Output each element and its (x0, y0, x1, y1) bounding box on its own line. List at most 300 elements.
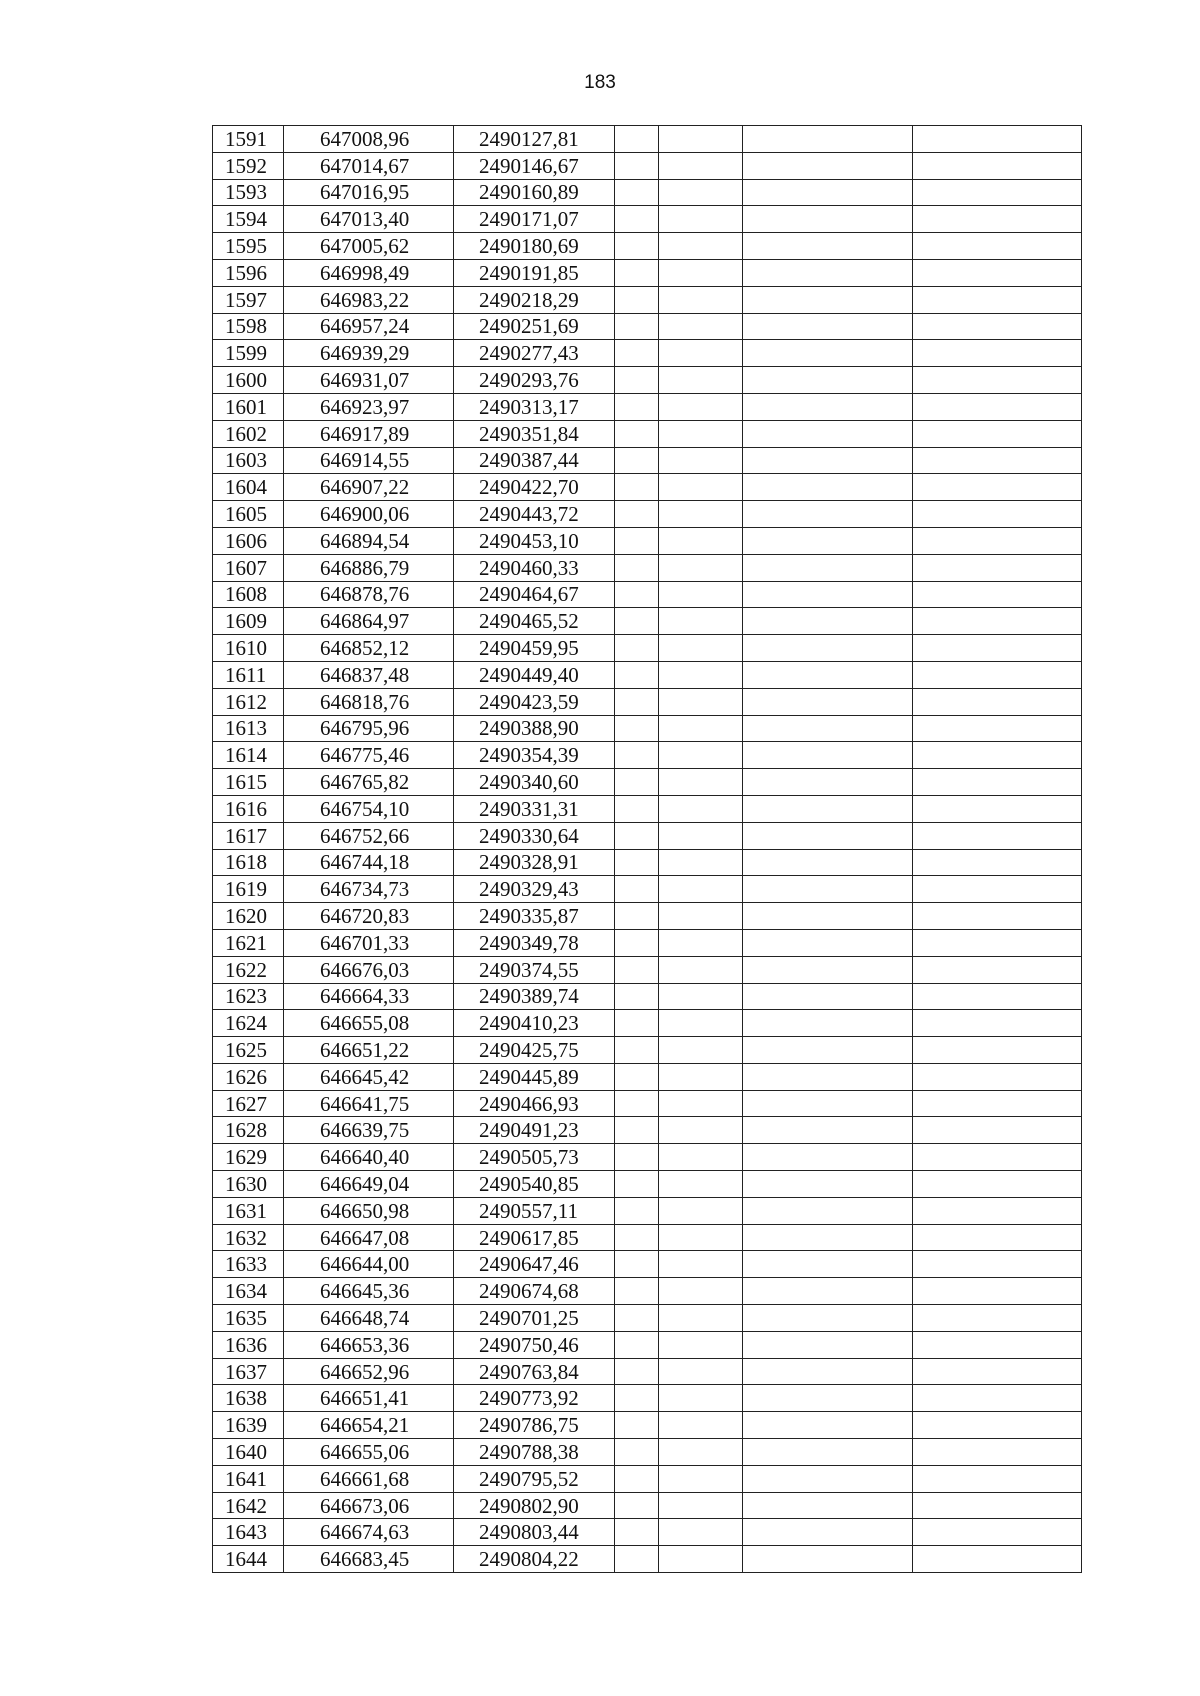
y-coordinate-cell: 2490422,70 (454, 474, 615, 501)
point-number-cell: 1641 (213, 1465, 284, 1492)
empty-cell (615, 822, 659, 849)
empty-cell (743, 1063, 913, 1090)
x-coordinate-cell: 647014,67 (284, 152, 454, 179)
y-coordinate-cell: 2490351,84 (454, 420, 615, 447)
empty-cell (659, 688, 743, 715)
table-row (213, 849, 1082, 876)
empty-cell (615, 1171, 659, 1198)
empty-cell (659, 876, 743, 903)
empty-cell (913, 608, 1082, 635)
empty-cell (913, 822, 1082, 849)
x-coordinate-cell: 646639,75 (284, 1117, 454, 1144)
empty-cell (743, 1439, 913, 1466)
y-coordinate-cell: 2490410,23 (454, 1010, 615, 1037)
empty-cell (659, 1519, 743, 1546)
table-row (213, 313, 1082, 340)
empty-cell (615, 286, 659, 313)
table-row (213, 688, 1082, 715)
table-row (213, 1546, 1082, 1573)
empty-cell (659, 1224, 743, 1251)
empty-cell (743, 259, 913, 286)
table-row (213, 527, 1082, 554)
empty-cell (913, 635, 1082, 662)
empty-cell (913, 259, 1082, 286)
point-number-cell: 1613 (213, 715, 284, 742)
point-number-cell: 1642 (213, 1492, 284, 1519)
empty-cell (659, 393, 743, 420)
empty-cell (615, 554, 659, 581)
empty-cell (615, 313, 659, 340)
empty-cell (743, 876, 913, 903)
empty-cell (659, 152, 743, 179)
empty-cell (743, 929, 913, 956)
empty-cell (743, 608, 913, 635)
y-coordinate-cell: 2490465,52 (454, 608, 615, 635)
x-coordinate-cell: 646914,55 (284, 447, 454, 474)
table-row (213, 929, 1082, 956)
point-number-cell: 1637 (213, 1358, 284, 1385)
y-coordinate-cell: 2490460,33 (454, 554, 615, 581)
empty-cell (913, 554, 1082, 581)
empty-cell (913, 393, 1082, 420)
x-coordinate-cell: 646652,96 (284, 1358, 454, 1385)
empty-cell (615, 1278, 659, 1305)
empty-cell (659, 1305, 743, 1332)
empty-cell (615, 1251, 659, 1278)
empty-cell (743, 1171, 913, 1198)
x-coordinate-cell: 646651,22 (284, 1037, 454, 1064)
empty-cell (659, 313, 743, 340)
x-coordinate-cell: 646653,36 (284, 1331, 454, 1358)
table-row (213, 661, 1082, 688)
empty-cell (615, 1439, 659, 1466)
table-row (213, 1331, 1082, 1358)
point-number-cell: 1614 (213, 742, 284, 769)
empty-cell (615, 795, 659, 822)
empty-cell (913, 742, 1082, 769)
empty-cell (615, 1037, 659, 1064)
empty-cell (743, 742, 913, 769)
empty-cell (743, 1465, 913, 1492)
y-coordinate-cell: 2490349,78 (454, 929, 615, 956)
empty-cell (659, 1037, 743, 1064)
empty-cell (913, 956, 1082, 983)
empty-cell (743, 1358, 913, 1385)
y-coordinate-cell: 2490647,46 (454, 1251, 615, 1278)
empty-cell (743, 367, 913, 394)
point-number-cell: 1623 (213, 983, 284, 1010)
y-coordinate-cell: 2490453,10 (454, 527, 615, 554)
empty-cell (913, 1010, 1082, 1037)
empty-cell (615, 688, 659, 715)
y-coordinate-cell: 2490425,75 (454, 1037, 615, 1064)
empty-cell (659, 1171, 743, 1198)
empty-cell (659, 367, 743, 394)
x-coordinate-cell: 646640,40 (284, 1144, 454, 1171)
empty-cell (659, 126, 743, 153)
empty-cell (913, 233, 1082, 260)
y-coordinate-cell: 2490387,44 (454, 447, 615, 474)
table-row (213, 126, 1082, 153)
empty-cell (615, 769, 659, 796)
table-row (213, 1439, 1082, 1466)
empty-cell (913, 1171, 1082, 1198)
x-coordinate-cell: 646983,22 (284, 286, 454, 313)
x-coordinate-cell: 646775,46 (284, 742, 454, 769)
empty-cell (659, 1251, 743, 1278)
y-coordinate-cell: 2490423,59 (454, 688, 615, 715)
empty-cell (743, 126, 913, 153)
y-coordinate-cell: 2490763,84 (454, 1358, 615, 1385)
x-coordinate-cell: 646900,06 (284, 501, 454, 528)
empty-cell (743, 233, 913, 260)
empty-cell (615, 527, 659, 554)
empty-cell (913, 1358, 1082, 1385)
empty-cell (743, 1278, 913, 1305)
empty-cell (913, 420, 1082, 447)
empty-cell (743, 1197, 913, 1224)
point-number-cell: 1605 (213, 501, 284, 528)
y-coordinate-cell: 2490674,68 (454, 1278, 615, 1305)
point-number-cell: 1644 (213, 1546, 284, 1573)
x-coordinate-cell: 646886,79 (284, 554, 454, 581)
point-number-cell: 1622 (213, 956, 284, 983)
empty-cell (615, 1063, 659, 1090)
y-coordinate-cell: 2490127,81 (454, 126, 615, 153)
empty-cell (615, 474, 659, 501)
y-coordinate-cell: 2490788,38 (454, 1439, 615, 1466)
empty-cell (659, 1385, 743, 1412)
y-coordinate-cell: 2490466,93 (454, 1090, 615, 1117)
x-coordinate-cell: 646641,75 (284, 1090, 454, 1117)
empty-cell (615, 849, 659, 876)
empty-cell (913, 1090, 1082, 1117)
empty-cell (913, 1278, 1082, 1305)
empty-cell (913, 1063, 1082, 1090)
point-number-cell: 1626 (213, 1063, 284, 1090)
table-row (213, 1117, 1082, 1144)
point-number-cell: 1634 (213, 1278, 284, 1305)
table-row (213, 1197, 1082, 1224)
empty-cell (615, 1412, 659, 1439)
point-number-cell: 1595 (213, 233, 284, 260)
x-coordinate-cell: 646754,10 (284, 795, 454, 822)
empty-cell (659, 286, 743, 313)
point-number-cell: 1630 (213, 1171, 284, 1198)
table-body (213, 126, 1082, 1573)
empty-cell (743, 1224, 913, 1251)
table-row (213, 608, 1082, 635)
empty-cell (659, 554, 743, 581)
empty-cell (659, 929, 743, 956)
empty-cell (743, 1090, 913, 1117)
empty-cell (615, 233, 659, 260)
empty-cell (913, 1412, 1082, 1439)
x-coordinate-cell: 646645,42 (284, 1063, 454, 1090)
point-number-cell: 1628 (213, 1117, 284, 1144)
empty-cell (913, 715, 1082, 742)
table-row (213, 259, 1082, 286)
table-row (213, 1278, 1082, 1305)
y-coordinate-cell: 2490354,39 (454, 742, 615, 769)
table-row (213, 1224, 1082, 1251)
y-coordinate-cell: 2490617,85 (454, 1224, 615, 1251)
empty-cell (743, 554, 913, 581)
empty-cell (659, 420, 743, 447)
point-number-cell: 1593 (213, 179, 284, 206)
point-number-cell: 1636 (213, 1331, 284, 1358)
point-number-cell: 1603 (213, 447, 284, 474)
point-number-cell: 1619 (213, 876, 284, 903)
empty-cell (659, 1010, 743, 1037)
empty-cell (615, 1519, 659, 1546)
table-row (213, 554, 1082, 581)
empty-cell (913, 1492, 1082, 1519)
empty-cell (659, 501, 743, 528)
empty-cell (743, 688, 913, 715)
point-number-cell: 1600 (213, 367, 284, 394)
y-coordinate-cell: 2490491,23 (454, 1117, 615, 1144)
empty-cell (913, 447, 1082, 474)
empty-cell (743, 769, 913, 796)
empty-cell (659, 715, 743, 742)
empty-cell (913, 1546, 1082, 1573)
y-coordinate-cell: 2490795,52 (454, 1465, 615, 1492)
empty-cell (659, 661, 743, 688)
point-number-cell: 1618 (213, 849, 284, 876)
point-number-cell: 1617 (213, 822, 284, 849)
table-row (213, 1385, 1082, 1412)
empty-cell (615, 903, 659, 930)
empty-cell (913, 501, 1082, 528)
empty-cell (615, 581, 659, 608)
empty-cell (615, 635, 659, 662)
empty-cell (615, 393, 659, 420)
empty-cell (743, 715, 913, 742)
empty-cell (615, 1546, 659, 1573)
y-coordinate-cell: 2490180,69 (454, 233, 615, 260)
point-number-cell: 1608 (213, 581, 284, 608)
empty-cell (913, 1197, 1082, 1224)
x-coordinate-cell: 646683,45 (284, 1546, 454, 1573)
point-number-cell: 1606 (213, 527, 284, 554)
x-coordinate-cell: 646917,89 (284, 420, 454, 447)
x-coordinate-cell: 646644,00 (284, 1251, 454, 1278)
y-coordinate-cell: 2490750,46 (454, 1331, 615, 1358)
empty-cell (913, 849, 1082, 876)
empty-cell (913, 474, 1082, 501)
empty-cell (913, 1305, 1082, 1332)
empty-cell (743, 1305, 913, 1332)
table-row (213, 393, 1082, 420)
empty-cell (615, 956, 659, 983)
table-row (213, 474, 1082, 501)
point-number-cell: 1612 (213, 688, 284, 715)
empty-cell (659, 769, 743, 796)
y-coordinate-cell: 2490335,87 (454, 903, 615, 930)
empty-cell (615, 1465, 659, 1492)
empty-cell (659, 1090, 743, 1117)
table-row (213, 152, 1082, 179)
x-coordinate-cell: 646852,12 (284, 635, 454, 662)
y-coordinate-cell: 2490464,67 (454, 581, 615, 608)
point-number-cell: 1598 (213, 313, 284, 340)
empty-cell (913, 367, 1082, 394)
table-row (213, 286, 1082, 313)
empty-cell (615, 501, 659, 528)
table-row (213, 715, 1082, 742)
y-coordinate-cell: 2490389,74 (454, 983, 615, 1010)
empty-cell (743, 1546, 913, 1573)
empty-cell (659, 608, 743, 635)
empty-cell (743, 447, 913, 474)
empty-cell (659, 1465, 743, 1492)
empty-cell (743, 501, 913, 528)
empty-cell (659, 1412, 743, 1439)
empty-cell (615, 340, 659, 367)
x-coordinate-cell: 646649,04 (284, 1171, 454, 1198)
empty-cell (659, 1492, 743, 1519)
empty-cell (743, 286, 913, 313)
empty-cell (743, 313, 913, 340)
y-coordinate-cell: 2490313,17 (454, 393, 615, 420)
empty-cell (913, 152, 1082, 179)
table-row (213, 822, 1082, 849)
empty-cell (615, 715, 659, 742)
table-row (213, 447, 1082, 474)
empty-cell (913, 179, 1082, 206)
empty-cell (615, 1492, 659, 1519)
point-number-cell: 1638 (213, 1385, 284, 1412)
empty-cell (659, 179, 743, 206)
table-row (213, 1305, 1082, 1332)
y-coordinate-cell: 2490388,90 (454, 715, 615, 742)
empty-cell (659, 956, 743, 983)
x-coordinate-cell: 646752,66 (284, 822, 454, 849)
table-row (213, 1144, 1082, 1171)
empty-cell (743, 849, 913, 876)
x-coordinate-cell: 646734,73 (284, 876, 454, 903)
empty-cell (743, 661, 913, 688)
empty-cell (743, 822, 913, 849)
table-row (213, 1090, 1082, 1117)
empty-cell (615, 1358, 659, 1385)
y-coordinate-cell: 2490445,89 (454, 1063, 615, 1090)
table-row (213, 795, 1082, 822)
x-coordinate-cell: 646837,48 (284, 661, 454, 688)
empty-cell (743, 179, 913, 206)
empty-cell (743, 1144, 913, 1171)
empty-cell (913, 286, 1082, 313)
point-number-cell: 1639 (213, 1412, 284, 1439)
point-number-cell: 1599 (213, 340, 284, 367)
y-coordinate-cell: 2490328,91 (454, 849, 615, 876)
x-coordinate-cell: 646650,98 (284, 1197, 454, 1224)
point-number-cell: 1597 (213, 286, 284, 313)
x-coordinate-cell: 646957,24 (284, 313, 454, 340)
x-coordinate-cell: 646720,83 (284, 903, 454, 930)
x-coordinate-cell: 646661,68 (284, 1465, 454, 1492)
point-number-cell: 1604 (213, 474, 284, 501)
empty-cell (743, 1519, 913, 1546)
table-row (213, 769, 1082, 796)
y-coordinate-cell: 2490331,31 (454, 795, 615, 822)
y-coordinate-cell: 2490540,85 (454, 1171, 615, 1198)
x-coordinate-cell: 646645,36 (284, 1278, 454, 1305)
y-coordinate-cell: 2490701,25 (454, 1305, 615, 1332)
empty-cell (913, 313, 1082, 340)
y-coordinate-cell: 2490557,11 (454, 1197, 615, 1224)
empty-cell (743, 1331, 913, 1358)
y-coordinate-cell: 2490340,60 (454, 769, 615, 796)
empty-cell (659, 1546, 743, 1573)
empty-cell (659, 742, 743, 769)
empty-cell (615, 608, 659, 635)
y-coordinate-cell: 2490293,76 (454, 367, 615, 394)
empty-cell (913, 340, 1082, 367)
empty-cell (913, 903, 1082, 930)
empty-cell (659, 206, 743, 233)
empty-cell (659, 474, 743, 501)
empty-cell (743, 795, 913, 822)
x-coordinate-cell: 646676,03 (284, 956, 454, 983)
empty-cell (615, 1224, 659, 1251)
y-coordinate-cell: 2490218,29 (454, 286, 615, 313)
empty-cell (659, 1063, 743, 1090)
empty-cell (615, 179, 659, 206)
y-coordinate-cell: 2490459,95 (454, 635, 615, 662)
empty-cell (615, 1010, 659, 1037)
empty-cell (615, 1385, 659, 1412)
table-row (213, 956, 1082, 983)
table-row (213, 1519, 1082, 1546)
empty-cell (659, 1278, 743, 1305)
x-coordinate-cell: 646673,06 (284, 1492, 454, 1519)
empty-cell (743, 581, 913, 608)
empty-cell (913, 1224, 1082, 1251)
y-coordinate-cell: 2490277,43 (454, 340, 615, 367)
empty-cell (743, 1010, 913, 1037)
empty-cell (913, 1251, 1082, 1278)
empty-cell (659, 233, 743, 260)
empty-cell (743, 956, 913, 983)
empty-cell (615, 929, 659, 956)
y-coordinate-cell: 2490443,72 (454, 501, 615, 528)
x-coordinate-cell: 646651,41 (284, 1385, 454, 1412)
empty-cell (615, 206, 659, 233)
empty-cell (913, 1037, 1082, 1064)
empty-cell (615, 1305, 659, 1332)
table-row (213, 1171, 1082, 1198)
empty-cell (913, 527, 1082, 554)
empty-cell (615, 1197, 659, 1224)
y-coordinate-cell: 2490786,75 (454, 1412, 615, 1439)
empty-cell (659, 635, 743, 662)
point-number-cell: 1610 (213, 635, 284, 662)
empty-cell (615, 447, 659, 474)
empty-cell (659, 1197, 743, 1224)
x-coordinate-cell: 647005,62 (284, 233, 454, 260)
empty-cell (743, 903, 913, 930)
x-coordinate-cell: 646878,76 (284, 581, 454, 608)
x-coordinate-cell: 646931,07 (284, 367, 454, 394)
empty-cell (659, 447, 743, 474)
point-number-cell: 1631 (213, 1197, 284, 1224)
x-coordinate-cell: 646998,49 (284, 259, 454, 286)
x-coordinate-cell: 646655,06 (284, 1439, 454, 1466)
coordinates-table (212, 125, 1082, 1573)
empty-cell (743, 340, 913, 367)
